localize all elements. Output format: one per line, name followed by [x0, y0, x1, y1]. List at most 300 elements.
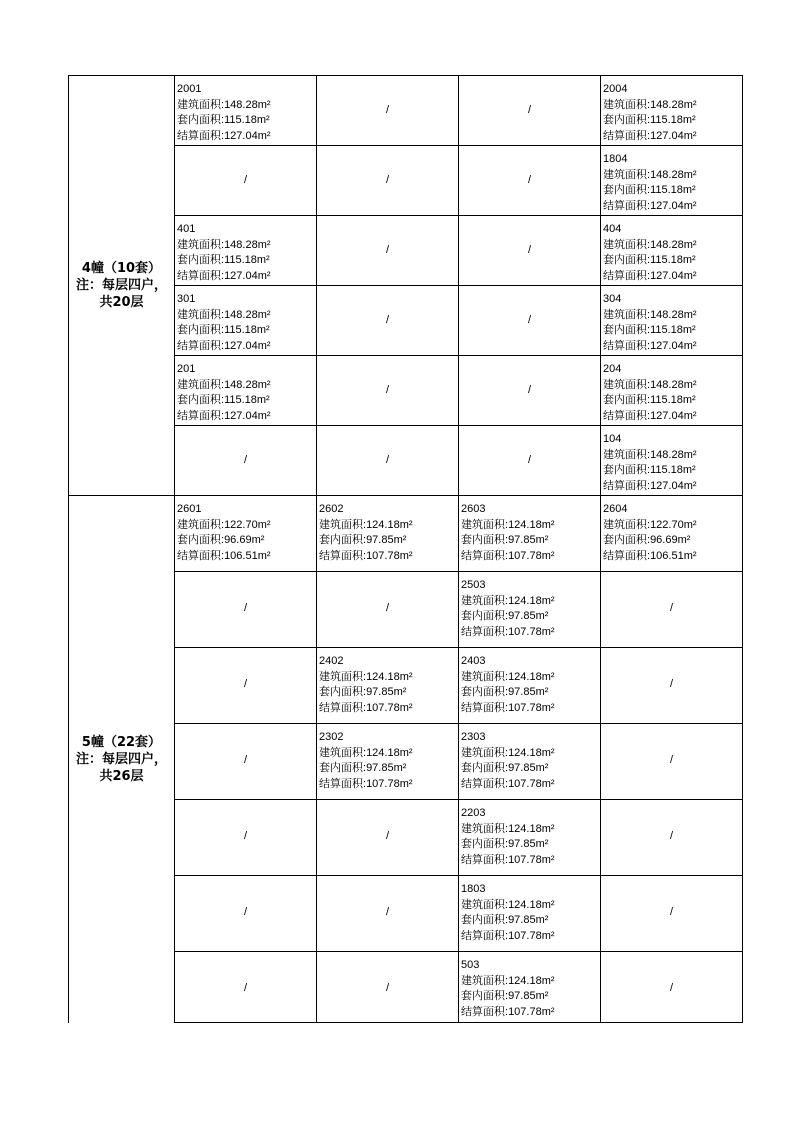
unit-cell [175, 216, 317, 286]
unit-area-table-sheet [68, 75, 742, 1023]
building-area-label: 建筑面积: [461, 974, 509, 987]
settlement-area-label: 结算面积: [603, 129, 651, 142]
unit-cell [175, 286, 317, 356]
internal-area-value: 97.85m² [508, 914, 549, 926]
unit-cell [317, 876, 459, 952]
unit-cell [601, 724, 743, 800]
building-area-value: 148.28m² [224, 98, 271, 111]
internal-area-label: 套内面积: [603, 464, 651, 476]
unit-info [175, 496, 316, 564]
building-area-line [603, 378, 742, 394]
internal-area-value: 97.85m² [508, 838, 549, 850]
internal-area-line [319, 685, 458, 701]
unit-cell [317, 286, 459, 356]
settlement-area-line [177, 129, 316, 145]
settlement-area-value: 107.78m² [508, 1005, 555, 1018]
building-area-value: 124.18m² [366, 670, 413, 683]
unit-cell [317, 426, 459, 496]
empty-slash: / [385, 104, 390, 116]
unit-cell [317, 146, 459, 216]
empty-slash: / [385, 982, 390, 994]
internal-area-label: 套内面积: [603, 534, 651, 546]
internal-area-label: 套内面积: [461, 534, 509, 546]
building-group-text: 4幢（10套） [81, 261, 162, 276]
unit-cell [175, 800, 317, 876]
empty-slash: / [243, 174, 248, 186]
settlement-area-value: 127.04m² [650, 129, 697, 142]
empty-slash: / [385, 384, 390, 396]
unit-cell [459, 76, 601, 146]
building-area-value: 122.70m² [650, 518, 697, 531]
building-area-value: 124.18m² [508, 746, 555, 759]
building-area-label: 建筑面积: [177, 98, 225, 111]
unit-info [175, 286, 316, 354]
settlement-area-value: 127.04m² [650, 479, 697, 492]
internal-area-label: 套内面积: [461, 990, 509, 1002]
unit-number: 2001 [177, 83, 202, 95]
settlement-area-line [461, 625, 600, 641]
settlement-area-line [603, 409, 742, 425]
internal-area-label: 套内面积: [461, 838, 509, 850]
unit-number: 2203 [461, 807, 486, 819]
settlement-area-value: 127.04m² [650, 269, 697, 282]
unit-info [459, 800, 600, 868]
unit-info [459, 724, 600, 792]
settlement-area-value: 107.78m² [366, 777, 413, 790]
unit-number: 1803 [461, 883, 486, 895]
unit-info [175, 356, 316, 424]
internal-area-line [603, 393, 742, 409]
building-area-line [461, 518, 600, 534]
unit-cell [317, 572, 459, 648]
empty-slash: / [527, 104, 532, 116]
settlement-area-value: 107.78m² [508, 549, 555, 562]
building-area-line [603, 448, 742, 464]
unit-number: 2303 [461, 731, 486, 743]
unit-info [601, 426, 742, 494]
unit-cell [601, 496, 743, 572]
building-area-value: 124.18m² [366, 746, 413, 759]
settlement-area-line [319, 777, 458, 793]
internal-area-label: 套内面积: [177, 324, 225, 336]
unit-area-table [68, 75, 743, 1023]
internal-area-line [177, 323, 316, 339]
empty-slash: / [527, 174, 532, 186]
empty-slash: / [243, 454, 248, 466]
settlement-area-label: 结算面积: [603, 199, 651, 212]
unit-info [601, 216, 742, 284]
settlement-area-label: 结算面积: [177, 339, 225, 352]
settlement-area-line [461, 701, 600, 717]
unit-cell [175, 496, 317, 572]
building-area-value: 124.18m² [508, 670, 555, 683]
unit-number: 304 [603, 293, 622, 305]
empty-slash: / [669, 906, 674, 918]
internal-area-label: 套内面积: [461, 914, 509, 926]
settlement-area-label: 结算面积: [461, 777, 509, 790]
internal-area-label: 套内面积: [319, 686, 367, 698]
internal-area-label: 套内面积: [603, 254, 651, 266]
unit-info [459, 648, 600, 716]
internal-area-value: 97.85m² [508, 610, 549, 622]
unit-cell [175, 724, 317, 800]
unit-cell [459, 724, 601, 800]
internal-area-value: 97.85m² [508, 686, 549, 698]
building-area-label: 建筑面积: [461, 898, 509, 911]
unit-cell [601, 216, 743, 286]
settlement-area-value: 107.78m² [508, 929, 555, 942]
internal-area-line [603, 183, 742, 199]
building-area-line [603, 168, 742, 184]
internal-area-line [461, 609, 600, 625]
unit-number: 2601 [177, 503, 202, 515]
internal-area-label: 套内面积: [177, 114, 225, 126]
building-group-label [69, 496, 175, 1023]
unit-cell [317, 76, 459, 146]
internal-area-label: 套内面积: [177, 254, 225, 266]
unit-info [459, 952, 600, 1020]
building-area-label: 建筑面积: [461, 518, 509, 531]
unit-cell [459, 952, 601, 1023]
building-area-line [177, 378, 316, 394]
building-area-label: 建筑面积: [603, 448, 651, 461]
settlement-area-value: 106.51m² [224, 549, 271, 562]
settlement-area-value: 127.04m² [224, 129, 271, 142]
building-area-value: 124.18m² [508, 594, 555, 607]
unit-cell [601, 146, 743, 216]
settlement-area-value: 107.78m² [366, 701, 413, 714]
unit-cell [317, 724, 459, 800]
internal-area-label: 套内面积: [461, 686, 509, 698]
building-area-line [177, 238, 316, 254]
internal-area-value: 97.85m² [508, 762, 549, 774]
unit-info [317, 496, 458, 564]
building-area-line [461, 822, 600, 838]
unit-cell [601, 76, 743, 146]
unit-number: 104 [603, 433, 622, 445]
unit-cell [317, 216, 459, 286]
building-area-label: 建筑面积: [603, 238, 651, 251]
settlement-area-label: 结算面积: [461, 549, 509, 562]
unit-info [601, 356, 742, 424]
building-area-label: 建筑面积: [603, 378, 651, 391]
settlement-area-line [461, 1005, 600, 1021]
building-area-value: 124.18m² [508, 974, 555, 987]
settlement-area-value: 127.04m² [224, 339, 271, 352]
building-area-value: 124.18m² [508, 518, 555, 531]
building-group-label [69, 76, 175, 496]
building-area-value: 148.28m² [224, 378, 271, 391]
empty-slash: / [527, 384, 532, 396]
internal-area-label: 套内面积: [177, 394, 225, 406]
building-group-text: 注：每层四户， [75, 278, 167, 293]
unit-cell [601, 572, 743, 648]
unit-cell [317, 952, 459, 1023]
building-area-line [319, 746, 458, 762]
internal-area-value: 115.18m² [224, 324, 270, 336]
empty-slash: / [243, 982, 248, 994]
unit-info [175, 216, 316, 284]
building-area-line [461, 746, 600, 762]
building-area-label: 建筑面积: [461, 670, 509, 683]
building-area-label: 建筑面积: [319, 670, 367, 683]
unit-number: 2503 [461, 579, 486, 591]
settlement-area-label: 结算面积: [461, 853, 509, 866]
internal-area-line [461, 761, 600, 777]
building-group-text: 5幢（22套） [81, 734, 162, 750]
settlement-area-line [461, 853, 600, 869]
settlement-area-line [461, 929, 600, 945]
settlement-area-label: 结算面积: [177, 269, 225, 282]
settlement-area-value: 127.04m² [650, 339, 697, 352]
building-area-label: 建筑面积: [319, 518, 367, 531]
unit-info [601, 496, 742, 564]
internal-area-label: 套内面积: [603, 184, 651, 196]
unit-cell [175, 146, 317, 216]
internal-area-line [177, 253, 316, 269]
internal-area-value: 115.18m² [224, 114, 270, 126]
internal-area-label: 套内面积: [603, 114, 651, 126]
unit-info [459, 876, 600, 944]
settlement-area-line [603, 199, 742, 215]
internal-area-value: 115.18m² [650, 254, 696, 266]
settlement-area-label: 结算面积: [603, 409, 651, 422]
unit-cell [317, 800, 459, 876]
empty-slash: / [527, 244, 532, 256]
internal-area-line [603, 113, 742, 129]
settlement-area-line [461, 777, 600, 793]
internal-area-line [603, 323, 742, 339]
internal-area-line [461, 989, 600, 1005]
building-area-value: 148.28m² [650, 308, 697, 321]
building-area-label: 建筑面积: [461, 594, 509, 607]
building-area-line [603, 238, 742, 254]
unit-cell [601, 648, 743, 724]
unit-cell [317, 356, 459, 426]
empty-slash: / [527, 454, 532, 466]
unit-info [459, 572, 600, 640]
settlement-area-label: 结算面积: [603, 339, 651, 352]
settlement-area-value: 127.04m² [650, 409, 697, 422]
building-group-text: 共26层 [99, 768, 144, 784]
unit-cell [175, 356, 317, 426]
building-area-line [461, 670, 600, 686]
unit-cell [459, 216, 601, 286]
settlement-area-line [603, 549, 742, 565]
internal-area-line [461, 685, 600, 701]
unit-number: 503 [461, 959, 480, 971]
empty-slash: / [669, 982, 674, 994]
building-area-line [461, 594, 600, 610]
empty-slash: / [669, 830, 674, 842]
unit-cell [601, 286, 743, 356]
building-area-label: 建筑面积: [603, 308, 651, 321]
unit-cell [459, 146, 601, 216]
settlement-area-label: 结算面积: [319, 701, 367, 714]
building-area-line [603, 518, 742, 534]
empty-slash: / [385, 174, 390, 186]
settlement-area-value: 127.04m² [224, 269, 271, 282]
unit-cell [459, 876, 601, 952]
empty-slash: / [669, 754, 674, 766]
internal-area-value: 115.18m² [650, 324, 696, 336]
internal-area-value: 115.18m² [224, 254, 270, 266]
internal-area-label: 套内面积: [177, 534, 225, 546]
settlement-area-line [177, 269, 316, 285]
empty-slash: / [243, 830, 248, 842]
internal-area-value: 97.85m² [366, 534, 407, 546]
internal-area-label: 套内面积: [461, 610, 509, 622]
settlement-area-line [603, 479, 742, 495]
empty-slash: / [527, 314, 532, 326]
unit-number: 2603 [461, 503, 486, 515]
internal-area-line [177, 393, 316, 409]
internal-area-line [319, 533, 458, 549]
building-area-label: 建筑面积: [461, 822, 509, 835]
building-area-line [177, 308, 316, 324]
unit-cell [459, 800, 601, 876]
building-area-label: 建筑面积: [319, 746, 367, 759]
empty-slash: / [243, 678, 248, 690]
internal-area-line [177, 533, 316, 549]
internal-area-value: 97.85m² [366, 762, 407, 774]
building-area-line [461, 974, 600, 990]
unit-number: 2302 [319, 731, 344, 743]
internal-area-label: 套内面积: [319, 762, 367, 774]
building-area-value: 124.18m² [366, 518, 413, 531]
unit-cell [175, 952, 317, 1023]
building-area-label: 建筑面积: [177, 238, 225, 251]
empty-slash: / [385, 244, 390, 256]
internal-area-label: 套内面积: [319, 534, 367, 546]
building-area-label: 建筑面积: [177, 378, 225, 391]
empty-slash: / [385, 454, 390, 466]
building-area-value: 148.28m² [650, 98, 697, 111]
internal-area-line [319, 761, 458, 777]
settlement-area-label: 结算面积: [603, 549, 651, 562]
building-area-line [319, 518, 458, 534]
settlement-area-value: 107.78m² [366, 549, 413, 562]
unit-info [317, 724, 458, 792]
unit-info [601, 76, 742, 144]
unit-cell [601, 952, 743, 1023]
settlement-area-label: 结算面积: [603, 479, 651, 492]
unit-number: 201 [177, 363, 196, 375]
settlement-area-value: 106.51m² [650, 549, 697, 562]
building-area-value: 148.28m² [224, 238, 271, 251]
unit-cell [459, 572, 601, 648]
building-area-line [603, 308, 742, 324]
building-area-value: 148.28m² [650, 168, 697, 181]
unit-info [317, 648, 458, 716]
empty-slash: / [385, 830, 390, 842]
internal-area-value: 97.85m² [366, 686, 407, 698]
empty-slash: / [669, 602, 674, 614]
building-group-text: 共20层 [99, 295, 144, 310]
building-area-value: 124.18m² [508, 822, 555, 835]
unit-cell [459, 286, 601, 356]
unit-info [175, 76, 316, 144]
table-row [69, 496, 743, 572]
unit-number: 2602 [319, 503, 344, 515]
internal-area-line [603, 533, 742, 549]
building-group-text: 注：每层四户， [75, 751, 167, 767]
settlement-area-label: 结算面积: [461, 701, 509, 714]
unit-number: 401 [177, 223, 196, 235]
internal-area-line [603, 253, 742, 269]
internal-area-value: 115.18m² [650, 394, 696, 406]
empty-slash: / [243, 906, 248, 918]
unit-cell [175, 426, 317, 496]
building-area-value: 148.28m² [650, 238, 697, 251]
unit-info [459, 496, 600, 564]
settlement-area-label: 结算面积: [319, 777, 367, 790]
settlement-area-line [177, 549, 316, 565]
settlement-area-label: 结算面积: [177, 549, 225, 562]
unit-cell [459, 648, 601, 724]
building-area-label: 建筑面积: [603, 518, 651, 531]
building-area-line [461, 898, 600, 914]
building-area-value: 148.28m² [650, 448, 697, 461]
internal-area-value: 96.69m² [224, 534, 265, 546]
empty-slash: / [243, 602, 248, 614]
building-area-value: 122.70m² [224, 518, 271, 531]
settlement-area-label: 结算面积: [319, 549, 367, 562]
settlement-area-line [603, 269, 742, 285]
unit-cell [601, 356, 743, 426]
empty-slash: / [385, 314, 390, 326]
unit-cell [317, 496, 459, 572]
unit-cell [175, 572, 317, 648]
empty-slash: / [243, 754, 248, 766]
settlement-area-line [603, 339, 742, 355]
internal-area-value: 96.69m² [650, 534, 691, 546]
settlement-area-value: 127.04m² [650, 199, 697, 212]
internal-area-value: 115.18m² [650, 184, 696, 196]
unit-cell [459, 356, 601, 426]
settlement-area-line [461, 549, 600, 565]
internal-area-value: 97.85m² [508, 534, 549, 546]
unit-number: 1804 [603, 153, 628, 165]
internal-area-label: 套内面积: [461, 762, 509, 774]
internal-area-line [603, 463, 742, 479]
settlement-area-line [319, 701, 458, 717]
unit-number: 2402 [319, 655, 344, 667]
unit-cell [175, 76, 317, 146]
internal-area-value: 115.18m² [650, 114, 696, 126]
internal-area-value: 115.18m² [224, 394, 270, 406]
settlement-area-value: 107.78m² [508, 853, 555, 866]
settlement-area-line [603, 129, 742, 145]
building-area-label: 建筑面积: [177, 518, 225, 531]
building-area-line [319, 670, 458, 686]
building-area-label: 建筑面积: [461, 746, 509, 759]
building-area-label: 建筑面积: [603, 98, 651, 111]
internal-area-line [177, 113, 316, 129]
empty-slash: / [669, 678, 674, 690]
building-area-line [603, 98, 742, 114]
unit-info [601, 146, 742, 214]
internal-area-value: 97.85m² [508, 990, 549, 1002]
internal-area-value: 115.18m² [650, 464, 696, 476]
settlement-area-value: 107.78m² [508, 625, 555, 638]
settlement-area-label: 结算面积: [177, 409, 225, 422]
settlement-area-value: 107.78m² [508, 777, 555, 790]
internal-area-label: 套内面积: [603, 394, 651, 406]
settlement-area-label: 结算面积: [177, 129, 225, 142]
internal-area-line [461, 837, 600, 853]
unit-cell [459, 426, 601, 496]
